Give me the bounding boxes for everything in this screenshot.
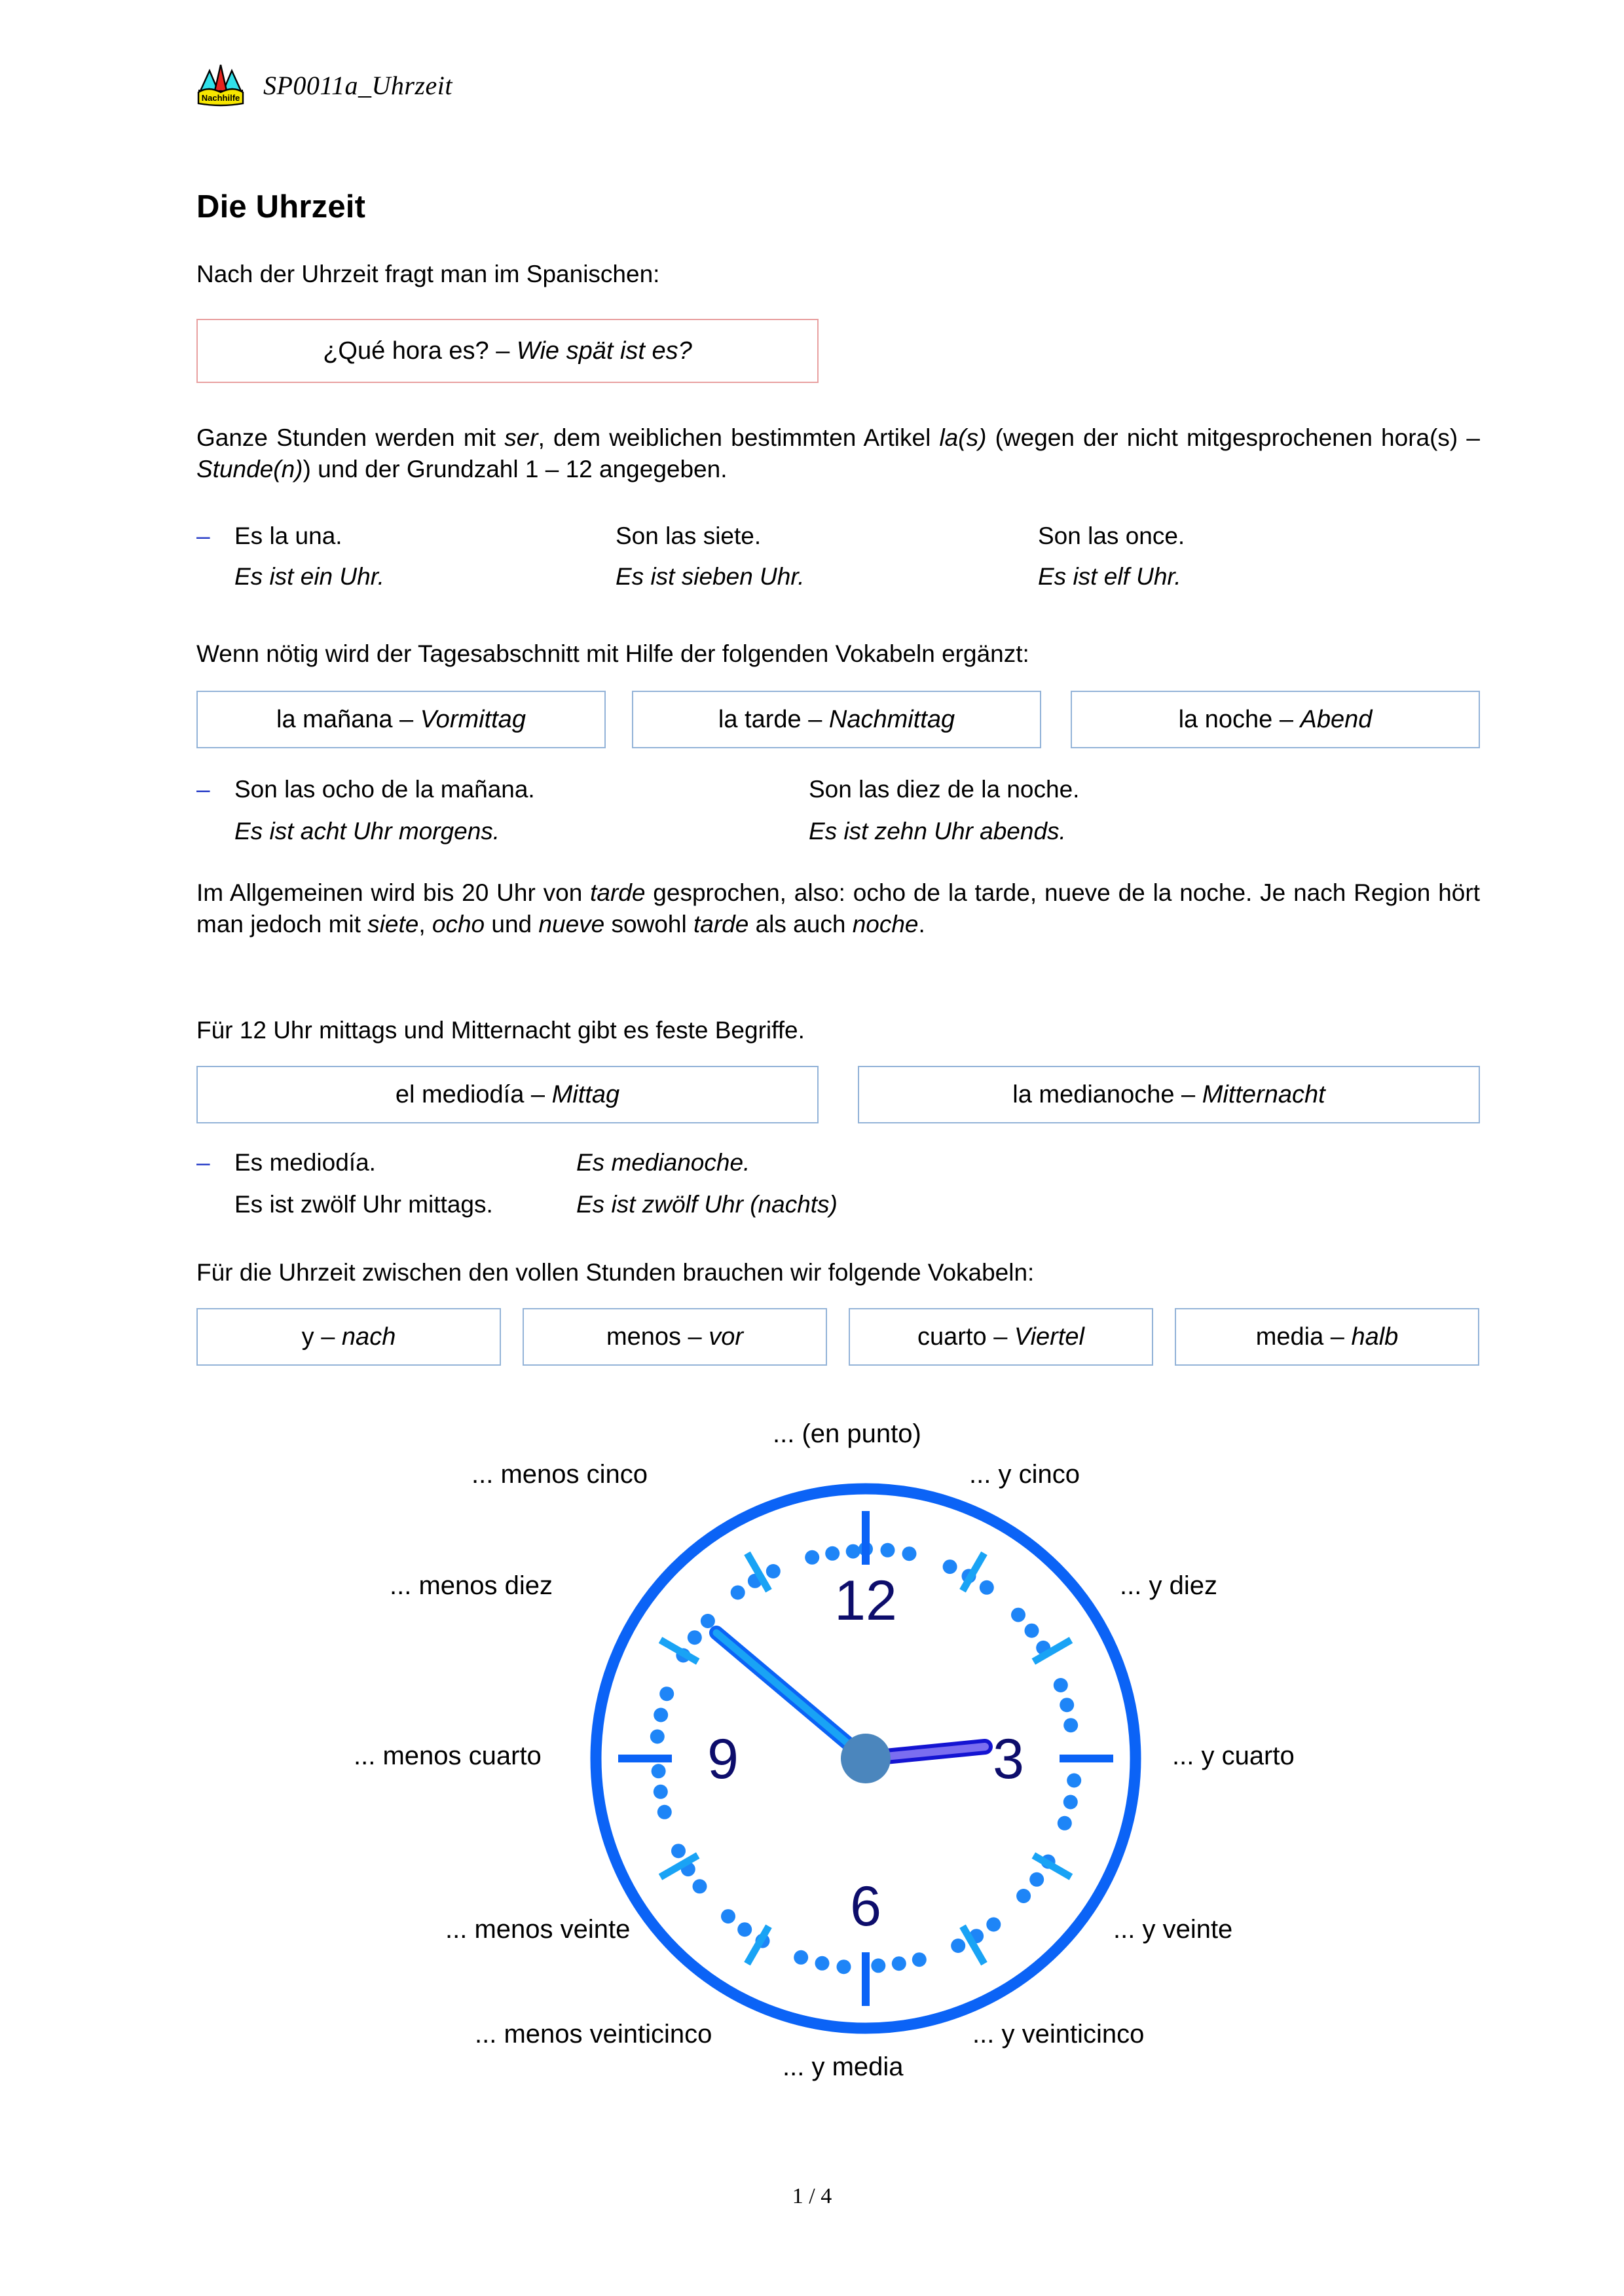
p2-it2: siete [367, 911, 419, 938]
vocab-medianoche-german: Mitternacht [1202, 1081, 1325, 1108]
p2-part6: als auch [748, 911, 853, 938]
question-spanish: ¿Qué hora es? – [323, 337, 517, 365]
page-title: Die Uhrzeit [196, 189, 366, 225]
p2-part1: Im Allgemeinen wird bis 20 Uhr von [196, 879, 591, 906]
example-spanish-1: Es la una. [234, 522, 342, 549]
clock-label-y-veinte: ... y veinte [1113, 1915, 1233, 1944]
example-german-3: Es ist elf Uhr. [1038, 563, 1181, 590]
p1-it1: ser [504, 424, 538, 451]
clock-label-y-veinticinco: ... y veinticinco [972, 2020, 1145, 2049]
p2-it3: ocho [432, 911, 485, 938]
vocab-box-tarde [632, 691, 1041, 748]
vocab-box-medianoche-text [1012, 1082, 1325, 1107]
clock-numeral-6: 6 [850, 1875, 881, 1938]
vocab-noche-german: Abend [1300, 706, 1373, 733]
clock-numeral-12: 12 [834, 1569, 897, 1632]
vocab-media-spanish: media – [1255, 1323, 1352, 1351]
p2-part3: , [418, 911, 432, 938]
vocab-mediodia-spanish: el mediodía – [395, 1081, 552, 1108]
intro-paragraph: Nach der Uhrzeit fragt man im Spanischen: [196, 261, 660, 287]
paragraph-region [196, 877, 1480, 940]
page-header [196, 62, 452, 108]
p2-part5: sowohl [604, 911, 693, 938]
clock-label-y-media: ... y media [783, 2052, 904, 2081]
vocab-box-tarde-text [718, 707, 955, 732]
vocab-y-spanish: y – [301, 1323, 342, 1351]
clock-label-menos-cuarto: ... menos cuarto [354, 1741, 542, 1770]
example-spanish-2: Son las siete. [616, 522, 762, 549]
paragraph-daypart: Wenn nötig wird der Tagesabschnitt mit Hilfe der folgenden Vokabeln ergänzt: [196, 640, 1029, 667]
vocab-box-noche [1071, 691, 1480, 748]
clock-label-menos-cinco: ... menos cinco [471, 1460, 648, 1489]
vocab-cuarto-german: Viertel [1014, 1323, 1084, 1351]
clock-diagram [196, 1419, 1480, 2160]
vocab-box-manana [196, 691, 606, 748]
clock-label-y-diez: ... y diez [1120, 1571, 1217, 1600]
p2-part2: gesprochen, also: ocho de la tarde, nueve de la noche. Je nach Region hört man jedoch mit [196, 879, 1480, 938]
paragraph-noon: Für 12 Uhr mittags und Mitternacht gibt es feste Begriffe. [196, 1017, 805, 1044]
clock-label-menos-veinticinco: ... menos veinticinco [475, 2020, 712, 2049]
vocab-box-mediodia [196, 1066, 819, 1123]
example-noon-spanish-1: Es mediodía. [234, 1149, 376, 1176]
p1-part2: , dem weiblichen bestimmten Artikel [538, 424, 940, 451]
p1-part3: (wegen der nicht mitgesprochenen hora(s) – [986, 424, 1480, 451]
p1-part4: ) und der Grundzahl 1 – 12 angegeben. [303, 456, 728, 483]
vocab-menos-spanish: menos – [606, 1323, 709, 1351]
paragraph-full-hours [196, 422, 1480, 485]
clock-label-en-punto: ... (en punto) [773, 1419, 921, 1448]
clock-label-menos-veinte: ... menos veinte [445, 1915, 631, 1944]
vocab-box-mediodia-text [396, 1082, 619, 1107]
clock-label-menos-diez: ... menos diez [390, 1571, 553, 1600]
vocab-box-manana-text [276, 707, 526, 732]
p1-it2: la(s) [939, 424, 987, 451]
clock-label-y-cuarto: ... y cuarto [1172, 1741, 1295, 1770]
example-noon-german-1: Es ist zwölf Uhr mittags. [234, 1191, 493, 1218]
list-bullet-dash: – [196, 522, 210, 549]
example-german-2: Es ist sieben Uhr. [616, 563, 805, 590]
question-german: Wie spät ist es? [516, 337, 692, 365]
vocab-box-noche-text [1179, 707, 1373, 732]
vocab-manana-german: Vormittag [420, 706, 526, 733]
nachhilfe-logo-icon [196, 62, 245, 108]
vocab-manana-spanish: la mañana – [276, 706, 420, 733]
vocab-media-german: halb [1351, 1323, 1399, 1351]
vocab-box-menos [523, 1308, 827, 1366]
clock-label-y-cinco: ... y cinco [969, 1460, 1080, 1489]
question-box [196, 319, 819, 383]
vocab-tarde-spanish: la tarde – [718, 706, 829, 733]
clock-numeral-9: 9 [707, 1728, 739, 1791]
vocab-box-y [196, 1308, 501, 1366]
vocab-medianoche-spanish: la medianoche – [1012, 1081, 1202, 1108]
vocab-y-text [302, 1324, 396, 1349]
svg-text:Nachhilfe: Nachhilfe [201, 93, 240, 103]
p2-part7: . [918, 911, 925, 938]
example-daypart-spanish-1: Son las ocho de la mañana. [234, 776, 535, 803]
question-box-text [323, 337, 692, 365]
paragraph-between: Für die Uhrzeit zwischen den vollen Stunden brauchen wir folgende Vokabeln: [196, 1259, 1035, 1286]
p2-it6: noche [852, 911, 919, 938]
p2-it4: nueve [538, 911, 605, 938]
vocab-menos-text [606, 1324, 743, 1349]
p1-part1: Ganze Stunden werden mit [196, 424, 505, 451]
list-bullet-dash: – [196, 1149, 210, 1176]
example-daypart-german-2: Es ist zehn Uhr abends. [809, 818, 1066, 845]
list-bullet-dash: – [196, 776, 210, 803]
vocab-cuarto-text [917, 1324, 1084, 1349]
p2-part4: und [485, 911, 539, 938]
example-noon-german-2: Es ist zwölf Uhr (nachts) [576, 1191, 838, 1218]
vocab-y-german: nach [341, 1323, 396, 1351]
vocab-tarde-german: Nachmittag [828, 706, 955, 733]
page-number: 1 / 4 [792, 2184, 832, 2208]
p2-it5: tarde [693, 911, 749, 938]
vocab-noche-spanish: la noche – [1178, 706, 1301, 733]
p1-it3: Stunde(n) [196, 456, 303, 483]
example-noon-spanish-2: Es medianoche. [576, 1149, 750, 1176]
clock-numeral-3: 3 [993, 1728, 1024, 1791]
vocab-box-medianoche [858, 1066, 1480, 1123]
vocab-mediodia-german: Mittag [551, 1081, 620, 1108]
example-german-1: Es ist ein Uhr. [234, 563, 384, 590]
header-document-title: SP0011a_Uhrzeit [263, 70, 452, 100]
vocab-media-text [1256, 1324, 1399, 1349]
p2-it1: tarde [590, 879, 646, 906]
vocab-cuarto-spanish: cuarto – [917, 1323, 1014, 1351]
vocab-menos-german: vor [709, 1323, 744, 1351]
vocab-box-media [1175, 1308, 1479, 1366]
example-spanish-3: Son las once. [1038, 522, 1185, 549]
example-daypart-german-1: Es ist acht Uhr morgens. [234, 818, 500, 845]
clock-center-hub [841, 1734, 891, 1783]
clock-face-svg [196, 1427, 1480, 2160]
vocab-box-cuarto [849, 1308, 1153, 1366]
page-footer [0, 2184, 1624, 2209]
example-daypart-spanish-2: Son las diez de la noche. [809, 776, 1080, 803]
